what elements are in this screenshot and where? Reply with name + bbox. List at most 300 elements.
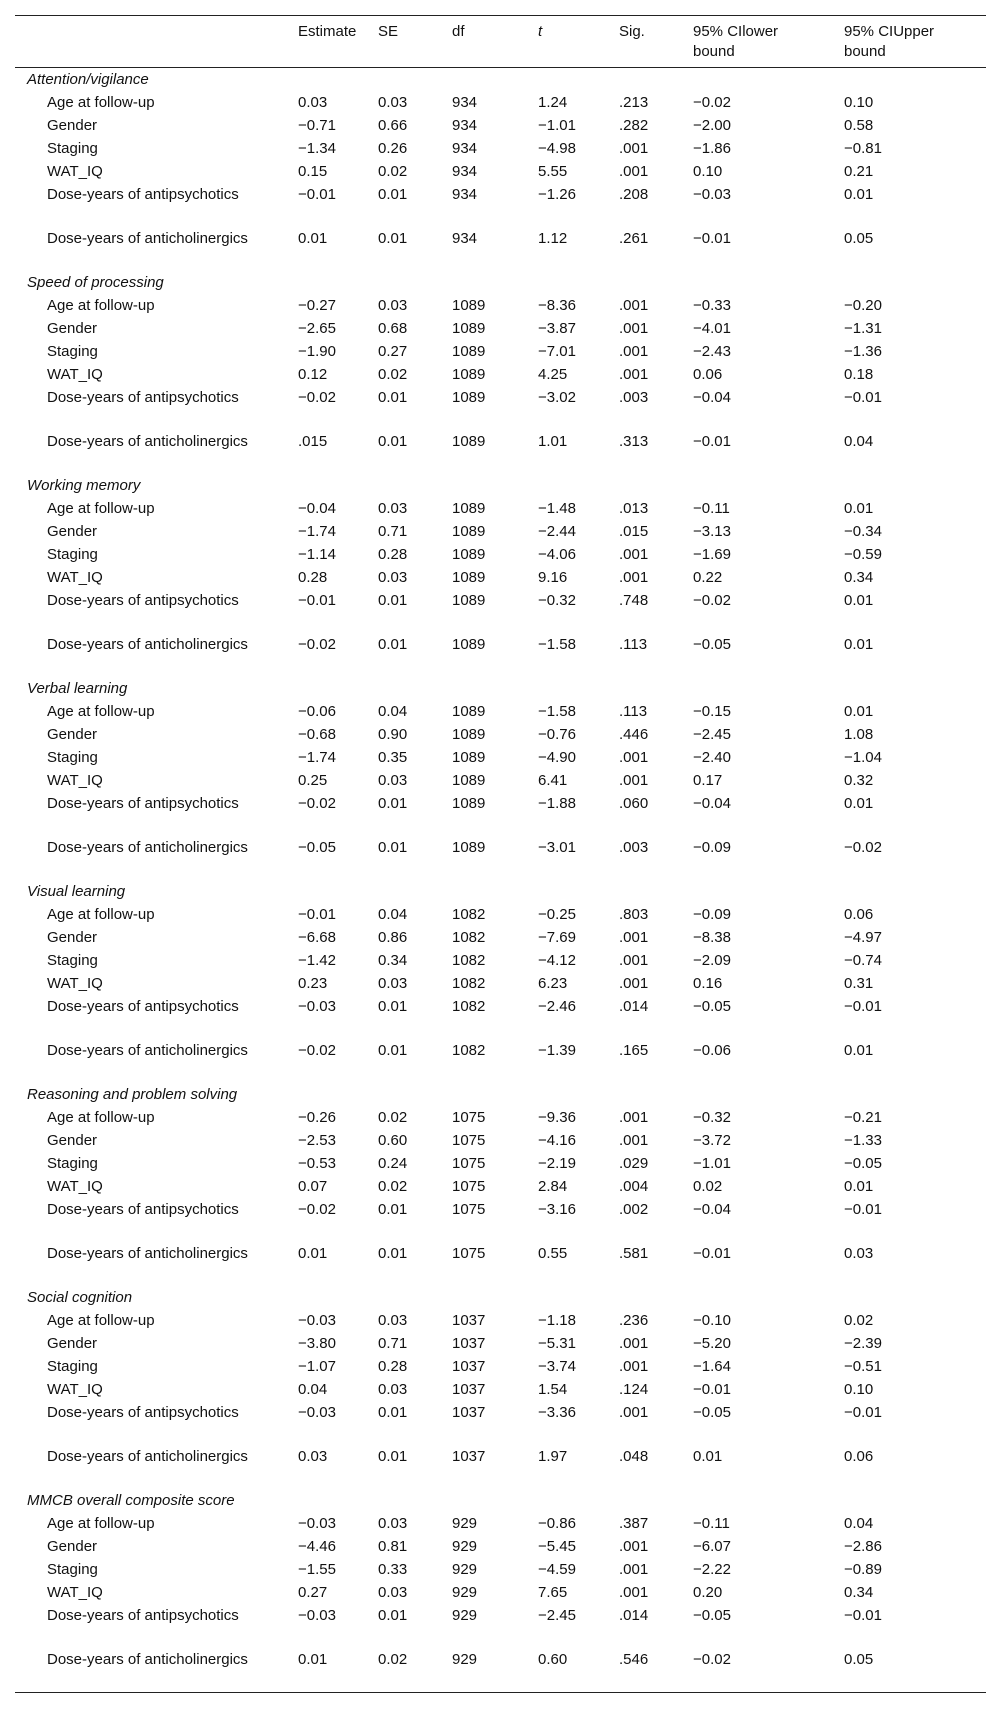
header-ci-upper	[844, 22, 934, 62]
table-header	[15, 16, 986, 67]
cell-estimate: −1.14	[298, 546, 336, 563]
cell-se: 0.24	[378, 1155, 408, 1172]
row-label: Gender	[47, 523, 98, 540]
cell-upper: −4.97	[844, 929, 882, 946]
cell-estimate: −6.68	[298, 929, 336, 946]
cell-upper: −0.51	[844, 1358, 882, 1375]
cell-estimate: 0.01	[298, 230, 328, 247]
cell-upper: 1.08	[844, 726, 874, 743]
cell-estimate: −0.03	[298, 1404, 336, 1421]
cell-t: −1.26	[538, 186, 576, 203]
cell-upper: 0.10	[844, 94, 874, 111]
table-row	[15, 317, 986, 340]
cell-se: 0.60	[378, 1132, 408, 1149]
row-label: Dose-years of antipsychotics	[47, 592, 239, 609]
cell-se: 0.01	[378, 839, 408, 856]
header-t: t	[538, 23, 543, 40]
cell-df: 1089	[452, 433, 486, 450]
table-row	[15, 949, 986, 972]
table-row	[15, 1581, 986, 1604]
cell-sig: .003	[619, 389, 649, 406]
cell-lower: −0.11	[693, 1515, 730, 1532]
cell-df: 1075	[452, 1109, 486, 1126]
table-row	[15, 1535, 986, 1558]
cell-t: −3.36	[538, 1404, 576, 1421]
cell-se: 0.01	[378, 1201, 408, 1218]
section-header-row	[15, 271, 986, 294]
cell-t: −1.58	[538, 636, 576, 653]
table-row	[15, 1309, 986, 1332]
cell-sig: .313	[619, 433, 649, 450]
cell-lower: −2.43	[693, 343, 731, 360]
cell-sig: .001	[619, 320, 649, 337]
table-row	[15, 723, 986, 746]
cell-estimate: −0.01	[298, 906, 336, 923]
cell-lower: −0.01	[693, 433, 731, 450]
cell-se: 0.01	[378, 1042, 408, 1059]
cell-upper: 0.32	[844, 772, 874, 789]
table-row	[15, 1129, 986, 1152]
cell-sig: .001	[619, 366, 649, 383]
section-title: MMCB overall composite score	[27, 1492, 235, 1509]
cell-df: 1089	[452, 546, 486, 563]
cell-lower: −0.01	[693, 1245, 731, 1262]
table-row	[15, 903, 986, 926]
table-row	[15, 1445, 986, 1489]
cell-t: −4.16	[538, 1132, 576, 1149]
cell-lower: −0.01	[693, 1381, 731, 1398]
cell-se: 0.02	[378, 1109, 408, 1126]
row-label: Age at follow-up	[47, 1312, 155, 1329]
cell-sig: .213	[619, 94, 649, 111]
cell-upper: −0.21	[844, 1109, 882, 1126]
cell-lower: −2.40	[693, 749, 731, 766]
cell-se: 0.03	[378, 1584, 408, 1601]
row-label: WAT_IQ	[47, 163, 103, 180]
table-bottom-rule	[15, 1692, 986, 1693]
cell-upper: 0.34	[844, 569, 874, 586]
cell-se: 0.03	[378, 569, 408, 586]
cell-lower: −1.69	[693, 546, 731, 563]
row-label: Gender	[47, 1132, 98, 1149]
section-title: Social cognition	[27, 1289, 133, 1306]
table-row	[15, 114, 986, 137]
cell-lower: −6.07	[693, 1538, 731, 1555]
section-title: Reasoning and problem solving	[27, 1086, 238, 1103]
cell-df: 1089	[452, 749, 486, 766]
row-label: WAT_IQ	[47, 975, 103, 992]
cell-t: −7.69	[538, 929, 576, 946]
section-header-row	[15, 880, 986, 903]
cell-upper: 0.01	[844, 186, 874, 203]
table-row	[15, 1648, 986, 1692]
cell-sig: .001	[619, 1584, 649, 1601]
cell-df: 929	[452, 1607, 478, 1624]
cell-estimate: −0.02	[298, 795, 336, 812]
cell-lower: −5.20	[693, 1335, 731, 1352]
cell-upper: 0.10	[844, 1381, 874, 1398]
cell-t: −3.74	[538, 1358, 576, 1375]
row-label: Age at follow-up	[47, 1109, 155, 1126]
cell-se: 0.02	[378, 1651, 408, 1668]
cell-df: 1089	[452, 703, 486, 720]
cell-t: −3.16	[538, 1201, 576, 1218]
cell-t: −2.46	[538, 998, 576, 1015]
cell-estimate: −1.42	[298, 952, 336, 969]
cell-upper: 0.34	[844, 1584, 874, 1601]
cell-lower: −3.72	[693, 1132, 731, 1149]
cell-lower: −0.10	[693, 1312, 731, 1329]
cell-df: 1075	[452, 1201, 486, 1218]
cell-sig: .001	[619, 952, 649, 969]
cell-upper: −0.20	[844, 297, 882, 314]
cell-df: 1089	[452, 297, 486, 314]
cell-sig: .001	[619, 343, 649, 360]
row-label: Dose-years of antipsychotics	[47, 186, 239, 203]
cell-estimate: −0.01	[298, 592, 336, 609]
cell-upper: −0.34	[844, 523, 882, 540]
cell-se: 0.01	[378, 389, 408, 406]
cell-estimate: 0.01	[298, 1651, 328, 1668]
cell-t: −0.86	[538, 1515, 576, 1532]
cell-sig: .029	[619, 1155, 649, 1172]
cell-lower: −0.05	[693, 998, 731, 1015]
header-sig: Sig.	[619, 23, 645, 40]
cell-df: 934	[452, 117, 478, 134]
cell-upper: −0.74	[844, 952, 882, 969]
cell-t: −1.01	[538, 117, 576, 134]
table-row	[15, 497, 986, 520]
cell-upper: −2.39	[844, 1335, 882, 1352]
section-header-row	[15, 677, 986, 700]
cell-estimate: 0.28	[298, 569, 328, 586]
cell-sig: .446	[619, 726, 649, 743]
cell-estimate: −0.03	[298, 998, 336, 1015]
cell-lower: −0.09	[693, 906, 731, 923]
cell-estimate: 0.12	[298, 366, 328, 383]
cell-df: 1075	[452, 1132, 486, 1149]
cell-df: 1089	[452, 389, 486, 406]
cell-lower: −1.64	[693, 1358, 731, 1375]
cell-se: 0.03	[378, 297, 408, 314]
section-title: Speed of processing	[27, 274, 164, 291]
table-row	[15, 836, 986, 880]
row-label: Dose-years of antipsychotics	[47, 795, 239, 812]
cell-se: 0.66	[378, 117, 408, 134]
cell-t: 1.01	[538, 433, 568, 450]
row-label: Age at follow-up	[47, 703, 155, 720]
cell-lower: −2.45	[693, 726, 731, 743]
cell-lower: −2.09	[693, 952, 731, 969]
row-label: Dose-years of antipsychotics	[47, 1404, 239, 1421]
cell-df: 1082	[452, 998, 486, 1015]
cell-t: −7.01	[538, 343, 576, 360]
cell-lower: −0.15	[693, 703, 731, 720]
cell-upper: 0.18	[844, 366, 874, 383]
cell-lower: −0.03	[693, 186, 731, 203]
cell-se: 0.86	[378, 929, 408, 946]
header-ci-lower-line2: bound	[693, 43, 735, 60]
cell-upper: 0.04	[844, 433, 874, 450]
cell-estimate: −1.74	[298, 523, 336, 540]
cell-se: 0.90	[378, 726, 408, 743]
cell-t: −3.01	[538, 839, 576, 856]
cell-sig: .003	[619, 839, 649, 856]
cell-df: 1037	[452, 1312, 486, 1329]
table-row	[15, 386, 986, 430]
cell-estimate: −0.02	[298, 1042, 336, 1059]
cell-t: 1.97	[538, 1448, 568, 1465]
table-row	[15, 1152, 986, 1175]
cell-df: 1037	[452, 1448, 486, 1465]
cell-sig: .002	[619, 1201, 649, 1218]
cell-sig: .113	[619, 636, 648, 653]
cell-upper: −0.01	[844, 1607, 882, 1624]
cell-sig: .001	[619, 929, 649, 946]
cell-estimate: −0.26	[298, 1109, 336, 1126]
cell-lower: −1.86	[693, 140, 731, 157]
cell-se: 0.01	[378, 1245, 408, 1262]
cell-upper: −0.01	[844, 389, 882, 406]
table-row	[15, 700, 986, 723]
cell-sig: .015	[619, 523, 649, 540]
cell-estimate: −2.65	[298, 320, 336, 337]
row-label: Dose-years of antipsychotics	[47, 1201, 239, 1218]
row-label: Dose-years of anticholinergics	[47, 1651, 248, 1668]
cell-df: 929	[452, 1561, 478, 1578]
header-ci-lower	[693, 22, 778, 62]
cell-lower: 0.20	[693, 1584, 723, 1601]
cell-estimate: −1.74	[298, 749, 336, 766]
cell-estimate: 0.23	[298, 975, 328, 992]
cell-upper: 0.58	[844, 117, 874, 134]
cell-upper: 0.01	[844, 1178, 874, 1195]
cell-df: 1089	[452, 726, 486, 743]
cell-upper: 0.02	[844, 1312, 874, 1329]
cell-se: 0.03	[378, 1381, 408, 1398]
cell-estimate: 0.01	[298, 1245, 328, 1262]
cell-upper: 0.01	[844, 592, 874, 609]
cell-t: −2.19	[538, 1155, 576, 1172]
cell-df: 1082	[452, 952, 486, 969]
table-row	[15, 183, 986, 227]
row-label: Dose-years of anticholinergics	[47, 433, 248, 450]
cell-lower: 0.22	[693, 569, 723, 586]
cell-t: −8.36	[538, 297, 576, 314]
cell-df: 1089	[452, 343, 486, 360]
cell-sig: .546	[619, 1651, 649, 1668]
section-header-row	[15, 1286, 986, 1309]
cell-sig: .001	[619, 140, 649, 157]
cell-df: 1075	[452, 1245, 486, 1262]
cell-lower: −0.04	[693, 795, 731, 812]
cell-t: −5.31	[538, 1335, 576, 1352]
cell-sig: .001	[619, 1561, 649, 1578]
cell-upper: 0.05	[844, 1651, 874, 1668]
cell-se: 0.02	[378, 163, 408, 180]
cell-se: 0.02	[378, 1178, 408, 1195]
cell-df: 1082	[452, 1042, 486, 1059]
row-label: Staging	[47, 1358, 98, 1375]
cell-se: 0.03	[378, 772, 408, 789]
cell-t: −5.45	[538, 1538, 576, 1555]
cell-sig: .581	[619, 1245, 649, 1262]
cell-upper: 0.06	[844, 1448, 874, 1465]
table-row	[15, 1242, 986, 1286]
cell-se: 0.68	[378, 320, 408, 337]
row-label: Age at follow-up	[47, 94, 155, 111]
header-estimate: Estimate	[298, 23, 357, 40]
table-row	[15, 430, 986, 474]
cell-t: −4.98	[538, 140, 576, 157]
cell-estimate: −0.68	[298, 726, 336, 743]
cell-lower: −8.38	[693, 929, 731, 946]
cell-t: 4.25	[538, 366, 568, 383]
table-row	[15, 1106, 986, 1129]
cell-df: 1089	[452, 636, 486, 653]
cell-se: 0.03	[378, 94, 408, 111]
cell-lower: −0.06	[693, 1042, 731, 1059]
cell-df: 934	[452, 230, 478, 247]
section-header-row	[15, 1083, 986, 1106]
table-row	[15, 1401, 986, 1445]
cell-se: 0.03	[378, 1515, 408, 1532]
row-label: WAT_IQ	[47, 1584, 103, 1601]
cell-sig: .001	[619, 1404, 649, 1421]
section-header-row	[15, 1489, 986, 1512]
cell-lower: −0.04	[693, 1201, 731, 1218]
cell-upper: −0.89	[844, 1561, 882, 1578]
cell-estimate: −0.02	[298, 389, 336, 406]
cell-estimate: −0.03	[298, 1515, 336, 1532]
table-row	[15, 1039, 986, 1083]
cell-t: 6.41	[538, 772, 568, 789]
table-row	[15, 769, 986, 792]
cell-t: −1.58	[538, 703, 576, 720]
cell-estimate: −1.55	[298, 1561, 336, 1578]
table-row	[15, 363, 986, 386]
cell-sig: .001	[619, 749, 649, 766]
table-row	[15, 543, 986, 566]
cell-se: 0.04	[378, 703, 408, 720]
cell-se: 0.81	[378, 1538, 408, 1555]
cell-df: 1089	[452, 839, 486, 856]
header-ci-upper-line2: bound	[844, 43, 886, 60]
cell-df: 929	[452, 1538, 478, 1555]
row-label: Gender	[47, 1538, 98, 1555]
section-title: Verbal learning	[27, 680, 128, 697]
cell-t: 1.54	[538, 1381, 568, 1398]
header-df: df	[452, 23, 465, 40]
cell-se: 0.27	[378, 343, 408, 360]
row-label: Dose-years of antipsychotics	[47, 1607, 239, 1624]
cell-se: 0.01	[378, 186, 408, 203]
row-label: Staging	[47, 1155, 98, 1172]
cell-upper: −1.33	[844, 1132, 882, 1149]
table-row	[15, 340, 986, 363]
row-label: Staging	[47, 343, 98, 360]
cell-sig: .001	[619, 975, 649, 992]
cell-lower: −2.00	[693, 117, 731, 134]
cell-sig: .001	[619, 297, 649, 314]
cell-estimate: −1.07	[298, 1358, 336, 1375]
row-label: Gender	[47, 726, 98, 743]
cell-sig: .001	[619, 546, 649, 563]
cell-sig: .013	[619, 500, 649, 517]
cell-t: −0.32	[538, 592, 576, 609]
cell-lower: −0.04	[693, 389, 731, 406]
cell-df: 1089	[452, 772, 486, 789]
table-row	[15, 589, 986, 633]
table-row	[15, 972, 986, 995]
cell-sig: .014	[619, 1607, 649, 1624]
row-label: Dose-years of antipsychotics	[47, 389, 239, 406]
cell-estimate: 0.04	[298, 1381, 328, 1398]
cell-upper: −0.59	[844, 546, 882, 563]
cell-upper: −0.01	[844, 1404, 882, 1421]
cell-sig: .165	[619, 1042, 649, 1059]
cell-upper: 0.03	[844, 1245, 874, 1262]
cell-estimate: 0.27	[298, 1584, 328, 1601]
cell-upper: −0.05	[844, 1155, 882, 1172]
section-title: Working memory	[27, 477, 141, 494]
cell-estimate: −0.06	[298, 703, 336, 720]
cell-df: 929	[452, 1584, 478, 1601]
cell-lower: −0.02	[693, 1651, 731, 1668]
cell-upper: 0.01	[844, 636, 874, 653]
cell-df: 1037	[452, 1335, 486, 1352]
cell-estimate: −0.03	[298, 1607, 336, 1624]
cell-sig: .001	[619, 163, 649, 180]
row-label: Dose-years of anticholinergics	[47, 1042, 248, 1059]
cell-upper: −0.01	[844, 1201, 882, 1218]
cell-t: 6.23	[538, 975, 568, 992]
cell-t: −4.06	[538, 546, 576, 563]
table-row	[15, 792, 986, 836]
cell-upper: 0.21	[844, 163, 874, 180]
cell-df: 1082	[452, 929, 486, 946]
cell-estimate: −0.71	[298, 117, 336, 134]
cell-se: 0.03	[378, 975, 408, 992]
cell-lower: −0.32	[693, 1109, 731, 1126]
cell-t: 5.55	[538, 163, 568, 180]
cell-df: 1089	[452, 523, 486, 540]
cell-estimate: 0.03	[298, 1448, 328, 1465]
header-ci-lower-line1: 95% CIlower	[693, 23, 779, 40]
cell-upper: 0.06	[844, 906, 874, 923]
cell-df: 1037	[452, 1404, 486, 1421]
cell-se: 0.01	[378, 1404, 408, 1421]
row-label: WAT_IQ	[47, 1178, 103, 1195]
row-label: Staging	[47, 140, 98, 157]
cell-lower: −0.11	[693, 500, 730, 517]
table-row	[15, 137, 986, 160]
cell-upper: 0.01	[844, 1042, 874, 1059]
cell-upper: 0.01	[844, 500, 874, 517]
row-label: Dose-years of anticholinergics	[47, 230, 248, 247]
table-row	[15, 1558, 986, 1581]
cell-lower: −1.01	[693, 1155, 731, 1172]
cell-t: −4.12	[538, 952, 576, 969]
cell-df: 1089	[452, 795, 486, 812]
cell-se: 0.01	[378, 998, 408, 1015]
cell-upper: −0.81	[844, 140, 882, 157]
cell-t: −3.87	[538, 320, 576, 337]
cell-estimate: −3.80	[298, 1335, 336, 1352]
cell-t: −1.39	[538, 1042, 576, 1059]
row-label: Age at follow-up	[47, 906, 155, 923]
cell-se: 0.33	[378, 1561, 408, 1578]
